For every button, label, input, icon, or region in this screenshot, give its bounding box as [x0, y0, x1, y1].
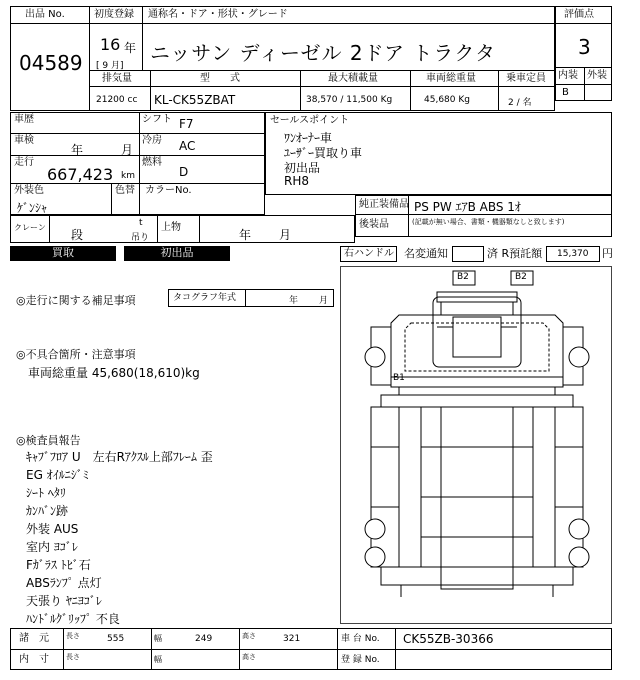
truck-diagram-frame [340, 266, 612, 624]
upper-month: 月 [279, 228, 292, 242]
color-no-label: カラーNo. [145, 185, 192, 196]
inspector-line: ﾊﾝﾄﾞﾙｸﾞﾘｯﾌﾟ 不良 [26, 612, 120, 626]
crane-hoist-label: 吊り [131, 233, 150, 243]
supplement-title: ◎走行に関する補足事項 [16, 294, 136, 307]
recycle-label: 済 R預託額 [487, 247, 543, 260]
crane-hoist-t: t [139, 218, 143, 228]
handle-label: 右ハンドル [344, 248, 394, 259]
color-change-label: 色替 [115, 185, 135, 196]
inspection-month: 月 [121, 143, 134, 157]
interior-dims-label: 内 寸 [19, 654, 49, 665]
fuel-label: 燃料 [142, 157, 162, 168]
lot-no-box [10, 6, 90, 111]
width-label: 幅 [154, 634, 162, 643]
sales-points-box [265, 112, 612, 195]
inspector-line: ｷｬﾌﾞﾌﾛｱ U 左右Rｱｸｽﾙ上部ﾌﾚｰﾑ 歪 [26, 450, 213, 464]
mileage: 667,423 [47, 165, 114, 184]
first-reg-label: 初度登録 [94, 9, 134, 20]
in-width-label: 幅 [154, 655, 162, 664]
length: 555 [107, 634, 125, 644]
type-label: 型 式 [200, 73, 240, 84]
inspector-line: 外装 AUS [26, 522, 79, 536]
registration-label: 登 録 No. [341, 655, 380, 665]
first-reg-year-unit: 年 [124, 41, 137, 55]
inspector-line: 天張り ﾔﾆﾖｺﾞﾚ [26, 594, 102, 608]
fuel: D [179, 165, 189, 179]
inspector-title: ◎検査員報告 [16, 434, 81, 447]
tachograph-year: 年 [289, 296, 299, 306]
equipment-label: 純正装備品 [359, 199, 409, 210]
height: 321 [283, 634, 301, 644]
exterior-color: ｹﾞﾝｼｬ [17, 201, 48, 215]
defect-title: ◎不具合箇所・注意事項 [16, 348, 136, 361]
shift: F7 [179, 117, 194, 131]
inspector-line: ABSﾗﾝﾌﾟ 点灯 [26, 576, 102, 590]
sales-point-line: ﾕｰｻﾞｰ買取り車 [284, 146, 363, 160]
interior-label: 内装 [558, 70, 578, 81]
gross-weight-label: 車両総重量 [426, 73, 476, 84]
in-height-label: 高さ [242, 653, 256, 661]
aircon: AC [179, 139, 196, 153]
crane-row [10, 215, 355, 243]
dims-label: 諸 元 [19, 633, 49, 644]
sales-point-line: ﾜﾝｵｰﾅｰ車 [284, 131, 333, 145]
sales-point-line: 初出品 [284, 161, 321, 175]
defect-line: 車両総重量 45,680(18,610)kg [28, 366, 200, 380]
name-change-box [452, 246, 484, 262]
mileage-unit: km [121, 171, 135, 181]
upper-label: 上物 [161, 222, 181, 233]
recycle-box [546, 246, 600, 262]
equipment-value: PS PW ｴｱB ABS 1ｵ [414, 200, 521, 214]
damage-mark: B2 [515, 272, 527, 282]
tachograph-month: 月 [319, 296, 329, 306]
inspection-year: 年 [71, 143, 84, 157]
handle-box [340, 246, 397, 262]
inspector-line: EG ｵｲﾙﾆｼﾞﾐ [26, 468, 89, 482]
crane-step: 段 [71, 228, 84, 242]
shift-label: シフト [142, 114, 172, 125]
upper-year: 年 [239, 228, 252, 242]
exterior-label: 外装 [587, 70, 607, 81]
width: 249 [195, 634, 213, 644]
displacement-label: 排気量 [102, 73, 132, 84]
capacity-label: 乗車定員 [506, 73, 546, 84]
equipment-box [355, 195, 612, 237]
aftermarket-note: (記載が無い場合、書類・機器類なしと致します) [412, 218, 565, 226]
aftermarket-label: 後装品 [359, 219, 389, 230]
car-name: ニッサン ディーゼル 2ドア トラクタ [150, 41, 496, 65]
first-reg-year: 16 [100, 35, 121, 54]
inspector-line: 室内 ﾖｺﾞﾚ [26, 540, 78, 554]
tachograph-label: タコグラフ年式 [173, 293, 237, 303]
exterior-grade: B [562, 87, 569, 98]
truck-diagram [341, 267, 612, 624]
chassis-no: CK55ZB-30366 [403, 632, 494, 646]
grade-box [555, 6, 612, 101]
history-label: 車歴 [14, 114, 34, 125]
gross-weight: 45,680 Kg [424, 95, 470, 105]
grade-label: 評価点 [564, 9, 594, 20]
displacement: 21200 cc [96, 95, 138, 105]
capacity: 2 / 名 [508, 98, 532, 108]
tachograph-box [168, 289, 334, 307]
sales-point-line: RH8 [284, 174, 309, 188]
inspector-line: ｶﾝﾊﾞﾝ跡 [26, 504, 69, 518]
damage-mark: B1 [393, 373, 405, 383]
lot-no-label: 出品 No. [25, 9, 65, 20]
inspector-line: ｼｰﾄ ﾍﾀﾘ [26, 486, 66, 500]
specs-row [89, 70, 555, 111]
footer-table [10, 628, 612, 670]
recycle-unit: 円 [602, 247, 613, 260]
name-change-label: 名変通知 [404, 247, 448, 260]
model-label: 通称名・ドア・形状・グレード [148, 9, 288, 20]
model-type: KL-CK55ZBAT [154, 93, 236, 107]
buy-bar: 買取 [10, 246, 116, 261]
chassis-label: 車 台 No. [341, 634, 380, 644]
max-load-label: 最大積載量 [328, 73, 378, 84]
inspection-label: 車検 [14, 135, 34, 146]
color-label: 外装色 [14, 185, 44, 196]
max-load: 38,570 / 11,500 Kg [306, 95, 393, 105]
height-label: 高さ [242, 632, 256, 640]
sales-points-label: セールスポイント [270, 115, 350, 126]
model-box [89, 6, 555, 71]
aircon-label: 冷房 [142, 135, 162, 146]
grade-value: 3 [578, 35, 591, 59]
first-listing-bar: 初出品 [124, 246, 230, 261]
crane-label: クレーン [14, 223, 46, 232]
in-length-label: 長さ [66, 653, 80, 661]
first-reg-month: [ 9 月] [96, 61, 124, 71]
mileage-label: 走行 [14, 157, 34, 168]
length-label: 長さ [66, 632, 80, 640]
lot-no: 04589 [19, 51, 83, 75]
inspector-line: Fｶﾞﾗｽ ﾄﾋﾞ石 [26, 558, 91, 572]
recycle-value: 15,370 [557, 249, 589, 259]
details-box [10, 112, 265, 215]
damage-mark: B2 [457, 272, 469, 282]
